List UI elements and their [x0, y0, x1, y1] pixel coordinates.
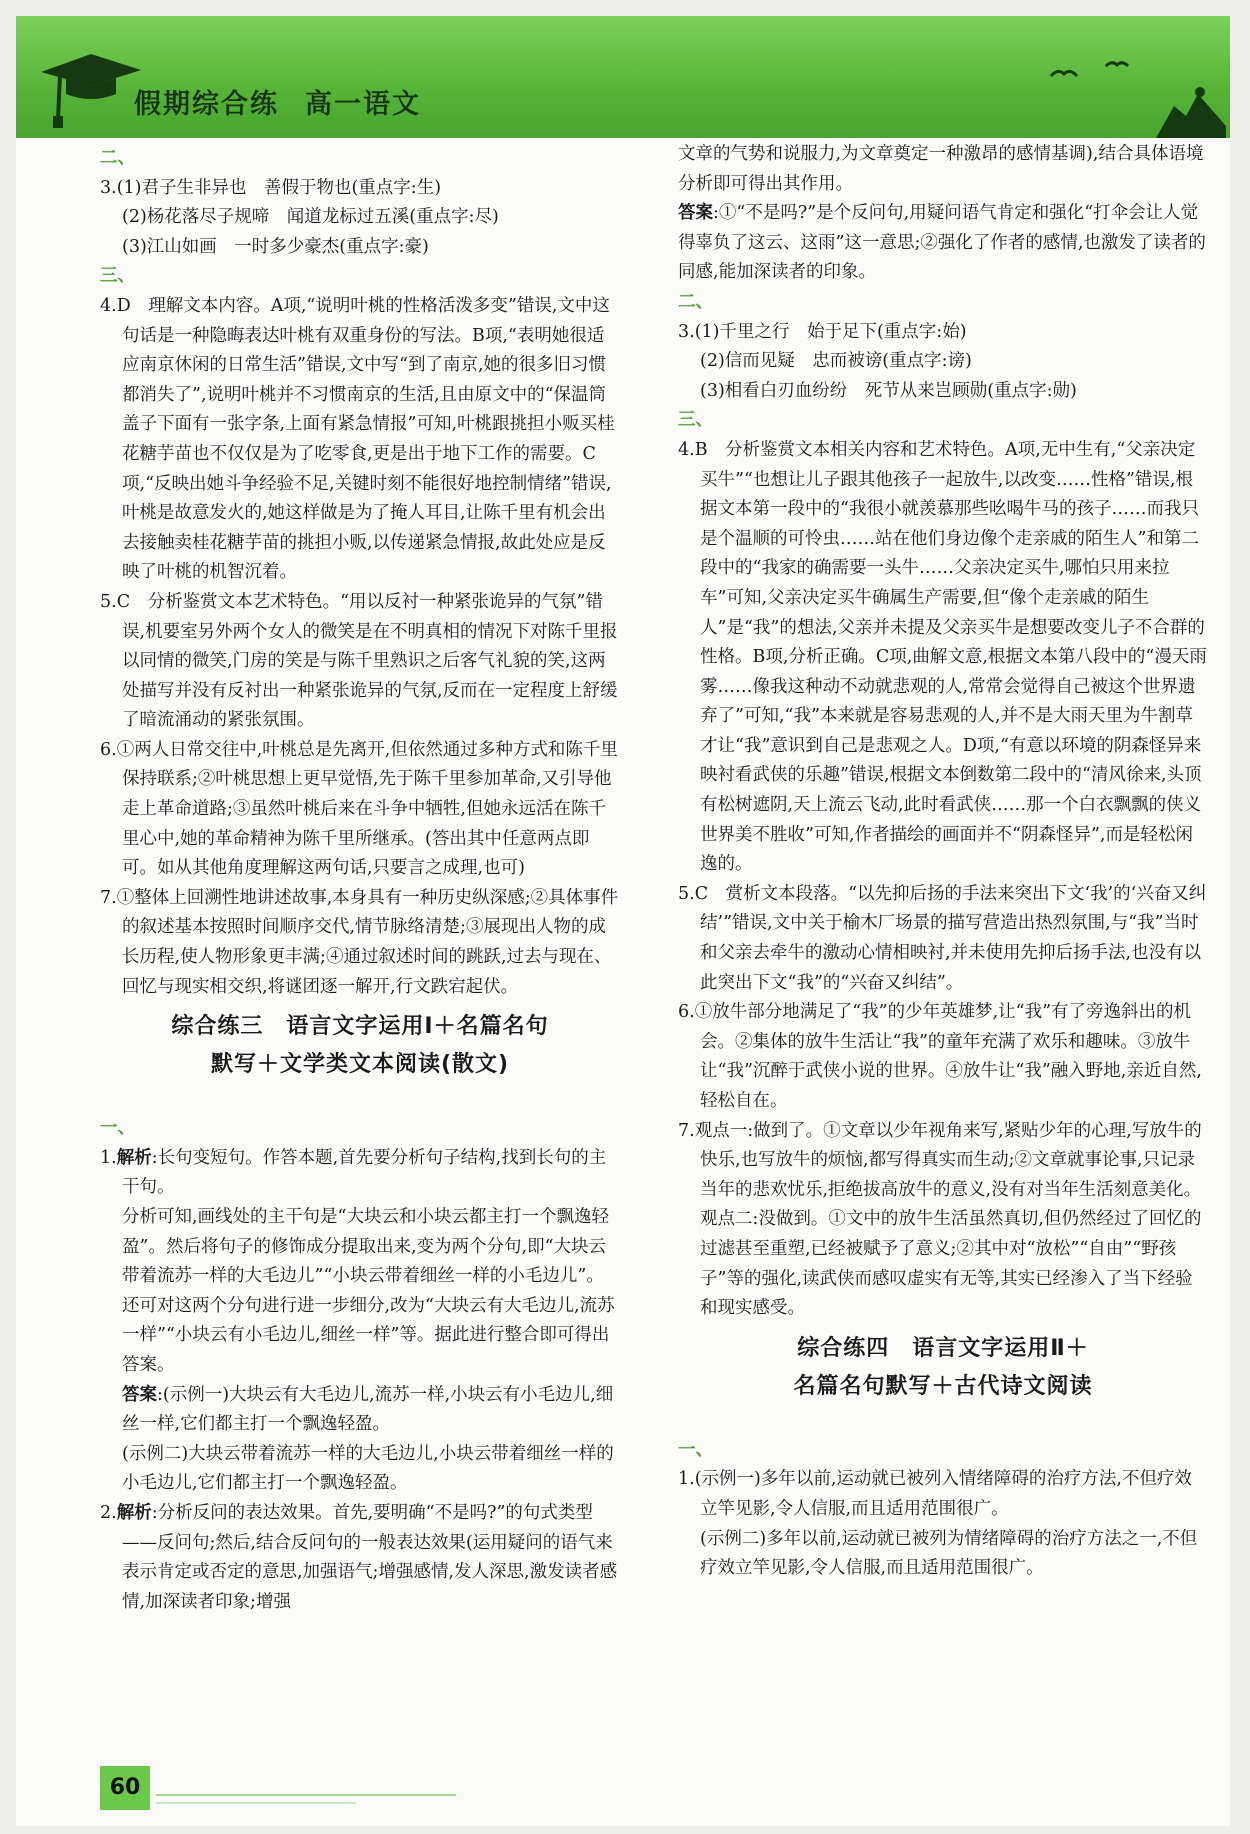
q3-line-3: (3)相看白刃血纷纷 死节从来岂顾勋(重点字:勋): [700, 380, 1077, 401]
q3-line-2: (2)信而见疑 忠而被谤(重点字:谤): [700, 351, 972, 372]
answer-q4: 4.B 分析鉴赏文本相关内容和艺术特色。A项,无中生有,“父亲决定买牛”“也想让儿子跟其他孩子一起放牛,以改变……性格”错误,根据文本第一段中的“我很小就羡慕那些吆喝牛马的孩子……而我只是个温顺的可怜虫……站在他们身边像个走亲戚的陌生人”和第二段中的“我家的确需要一头牛……父亲决定买牛,哪怕只用来拉车”可知,父亲决定买牛确属生产需要,但“像个走亲戚的陌生人”是“我”的想法,父亲并未提及父亲买牛是想要改变儿子不合群的性格。B项,分析正确。C项,曲解文意,根据文本第八段中的“漫天雨雾……像我这种动不动就悲观的人,常常会觉得自己被这个世界遗弃了”可知,“我”本来就是容易悲观的人,并不是大雨天里为牛割草才让“我”意识到自己是悲观之人。D项,“有意以环境的阴森怪异来映衬看武侠的乐趣”错误,根据文本倒数第二段中的“清风徐来,头顶有松树遮阴,天上流云飞动,此时看武侠……那一个白衣飘飘的侠义世界美不胜收”可知,作者描绘的画面并不“阴森怪异”,而是轻松闲逸的。: [678, 439, 1207, 875]
answer-q7-view2: 观点二:没做到。①文中的放牛生活虽然真切,但仍然经过了回忆的过滤甚至重塑,已经被赋予了意义;②其中对“放松”“自由”“野孩子”等的强化,读武侠而感叹虚实有无等,其实已经渗入了当下经验和现实感受。: [700, 1209, 1202, 1319]
heading-line-1: 综合练四 语言文字运用Ⅱ＋: [797, 1335, 1089, 1361]
section-label: 三、: [100, 266, 135, 287]
answer-q6: 6.①两人日常交往中,叶桃总是先离开,但依然通过多种方式和陈千里保持联系;②叶桃思想上更早觉悟,先于陈千里参加革命,又引导他走上革命道路;③虽然叶桃后来在斗争中牺牲,但她永远活在陈千里心中,她的革命精神为陈千里所继承。(答出其中任意两点即可。如从其他角度理解这两句话,只要言之成理,也可): [100, 739, 618, 879]
section-label: 二、: [100, 148, 135, 168]
q1-answer: [100, 1381, 620, 1440]
q3-line-1: 3.(1)君子生非异也 善假于物也(重点字:生): [100, 177, 442, 198]
q2-number: 2.: [100, 1502, 117, 1523]
footer-line: [156, 1794, 456, 1796]
answer-label: 答案: [122, 1384, 157, 1405]
answer-q5: 5.C 赏析文本段落。“以先抑后扬的手法来突出下文‘我’的‘兴奋又纠结’”错误,文中关于榆木厂场景的描写营造出热烈氛围,与“我”当时和父亲去牵牛的激动心情相映衬,并未使用先抑后扬手法,也没有以此突出下文“我”的“兴奋又纠结”。: [678, 883, 1207, 993]
answer-q7-view1: 7.观点一:做到了。①文章以少年视角来写,紧贴少年的心理,写放牛的快乐,也写放牛的烦恼,都写得真实而生动;②文章就事论事,只记录当年的悲欢忧乐,拒绝拔高放牛的意义,没有对当年生活刻意美化。: [678, 1120, 1202, 1200]
answer-q1-example2: (示例二)多年以前,运动就已被列为情绪障碍的治疗方法之一,不但疗效立竿见影,令人信服,而且适用范围很广。: [700, 1528, 1198, 1579]
graduation-cap-icon: [36, 50, 146, 130]
birds-icon: [1046, 56, 1146, 86]
q1-answer-2: (示例二)大块云带着流苏一样的大毛边儿,小块云带着细丝一样的小毛边儿,它们都主打一个飘逸轻盈。: [122, 1443, 614, 1494]
q3-line-3: (3)江山如画 一时多少豪杰(重点字:豪): [122, 236, 429, 257]
answer-q6: 6.①放牛部分地满足了“我”的少年英雄梦,让“我”有了旁逸斜出的机会。②集体的放牛生活让“我”的童年充满了欢乐和趣味。③放牛让“我”沉醉于武侠小说的世界。④放牛让“我”融入野地,亲近自然,轻松自在。: [678, 1002, 1202, 1111]
section-label: 一、: [100, 1118, 135, 1139]
q2-answer: [678, 199, 1208, 288]
section-heading-4: [678, 1330, 1208, 1406]
q2-analysis-text: :分析反问的表达效果。首先,要明确“不是吗?”的句式类型——反问句;然后,结合反问句的一般表达效果(运用疑问的语气来表示肯定或否定的意思,加强语气;增强感情,发人深思,激发读者感情,加深读者印象;增强: [122, 1502, 618, 1612]
answer-q1-example1: 1.(示例一)多年以前,运动就已被列入情绪障碍的治疗方法,不但疗效立竿见影,令人信服,而且适用范围很广。: [678, 1469, 1192, 1519]
header-title: [134, 82, 421, 121]
section-label: 二、: [678, 291, 713, 312]
q1-analysis-text: :长句变短句。作答本题,首先要分析句子结构,找到长句的主干句。: [122, 1147, 607, 1198]
section-label: 三、: [678, 410, 713, 431]
page-number: 60: [100, 1766, 150, 1810]
q1-answer-text: :(示例一)大块云有大毛边儿,流苏一样,小块云有小毛边儿,细丝一样,它们都主打一个飘逸轻盈。: [122, 1384, 614, 1435]
analysis-label: 解析: [116, 1502, 152, 1523]
climber-silhouette-icon: [1156, 86, 1226, 138]
q2-answer-text: :①“不是吗?”是个反问句,用疑问语气肯定和强化“打伞会让人觉得辜负了这云、这雨”这一意思;②强化了作者的感情,也激发了读者的同感,能加深读者的印象。: [678, 203, 1206, 283]
answer-label: 答案: [678, 203, 713, 224]
footer-line: [156, 1802, 356, 1804]
left-column: [100, 144, 620, 1617]
section-heading-3: [100, 1008, 620, 1084]
heading-line-2: 默写＋文学类文本阅读(散文): [210, 1052, 510, 1078]
q3-line-1: 3.(1)千里之行 始于足下(重点字:始): [678, 321, 967, 342]
heading-line-2: 名篇名句默写＋古代诗文阅读: [793, 1373, 1093, 1399]
answer-q5: 5.C 分析鉴赏文本艺术特色。“用以反衬一种紧张诡异的气氛”错误,机要室另外两个女人的微笑是在不明真相的情况下对陈千里报以同情的微笑,门房的笑是与陈千里熟识之后客气礼貌的笑,这两处描写并没有反衬出一种紧张诡异的气氛,反而在一定程度上舒缓了暗流涌动的紧张氛围。: [100, 591, 618, 731]
q1-number: 1.: [100, 1147, 117, 1168]
subject-title: 高一语文: [305, 89, 421, 120]
section-label: 一、: [678, 1439, 713, 1460]
right-column: [678, 140, 1208, 1584]
q3-line-2: (2)杨花落尽子规啼 闻道龙标过五溪(重点字:尽): [122, 207, 499, 228]
q2-continued: 文章的气势和说服力,为文章奠定一种激昂的感情基调),结合具体语境分析即可得出其作用。: [678, 144, 1204, 194]
q1-analysis: [100, 1144, 620, 1203]
series-title: 假期综合练: [134, 89, 279, 120]
answer-q4: 4.D 理解文本内容。A项,“说明叶桃的性格活泼多变”错误,文中这句话是一种隐晦表达叶桃有双重身份的写法。B项,“表明她很适应南京休闲的日常生活”错误,文中写“到了南京,她的很多旧习惯都消失了”,说明叶桃并不习惯南京的生活,且由原文中的“保温筒盖子下面有一张字条,上面有紧急情报”可知,叶桃跟挑担小贩买桂花糖芋苗也不仅仅是为了吃零食,更是出于地下工作的需要。C项,“反映出她斗争经验不足,关键时刻不能很好地控制情绪”错误,叶桃是故意发火的,她这样做是为了掩人耳目,让陈千里有机会出去接触卖桂花糖芋苗的挑担小贩,以传递紧急情报,故此处应是反映了叶桃的机智沉着。: [100, 295, 615, 583]
answer-page: [16, 16, 1230, 1826]
answer-q7: 7.①整体上回溯性地讲述故事,本身具有一种历史纵深感;②具体事件的叙述基本按照时间顺序交代,情节脉络清楚;③展现出人物的成长历程,使人物形象更丰满;④通过叙述时间的跳跃,过去与现在、回忆与现实相交织,将谜团逐一解开,行文跌宕起伏。: [100, 887, 619, 997]
q2-analysis: [100, 1499, 620, 1617]
heading-line-1: 综合练三 语言文字运用Ⅰ＋名篇名句: [171, 1014, 549, 1040]
analysis-label: 解析: [116, 1147, 152, 1168]
page-header: [16, 16, 1230, 138]
q1-body: 分析可知,画线处的主干句是“大块云和小块云都主打一个飘逸轻盈”。然后将句子的修饰成分提取出来,变为两个分句,即“大块云带着流苏一样的大毛边儿”“小块云带着细丝一样的小毛边儿”。还可对这两个分句进行进一步细分,改为“大块云有大毛边儿,流苏一样”“小块云有小毛边儿,细丝一样”等。据此进行整合即可得出答案。: [122, 1207, 615, 1375]
